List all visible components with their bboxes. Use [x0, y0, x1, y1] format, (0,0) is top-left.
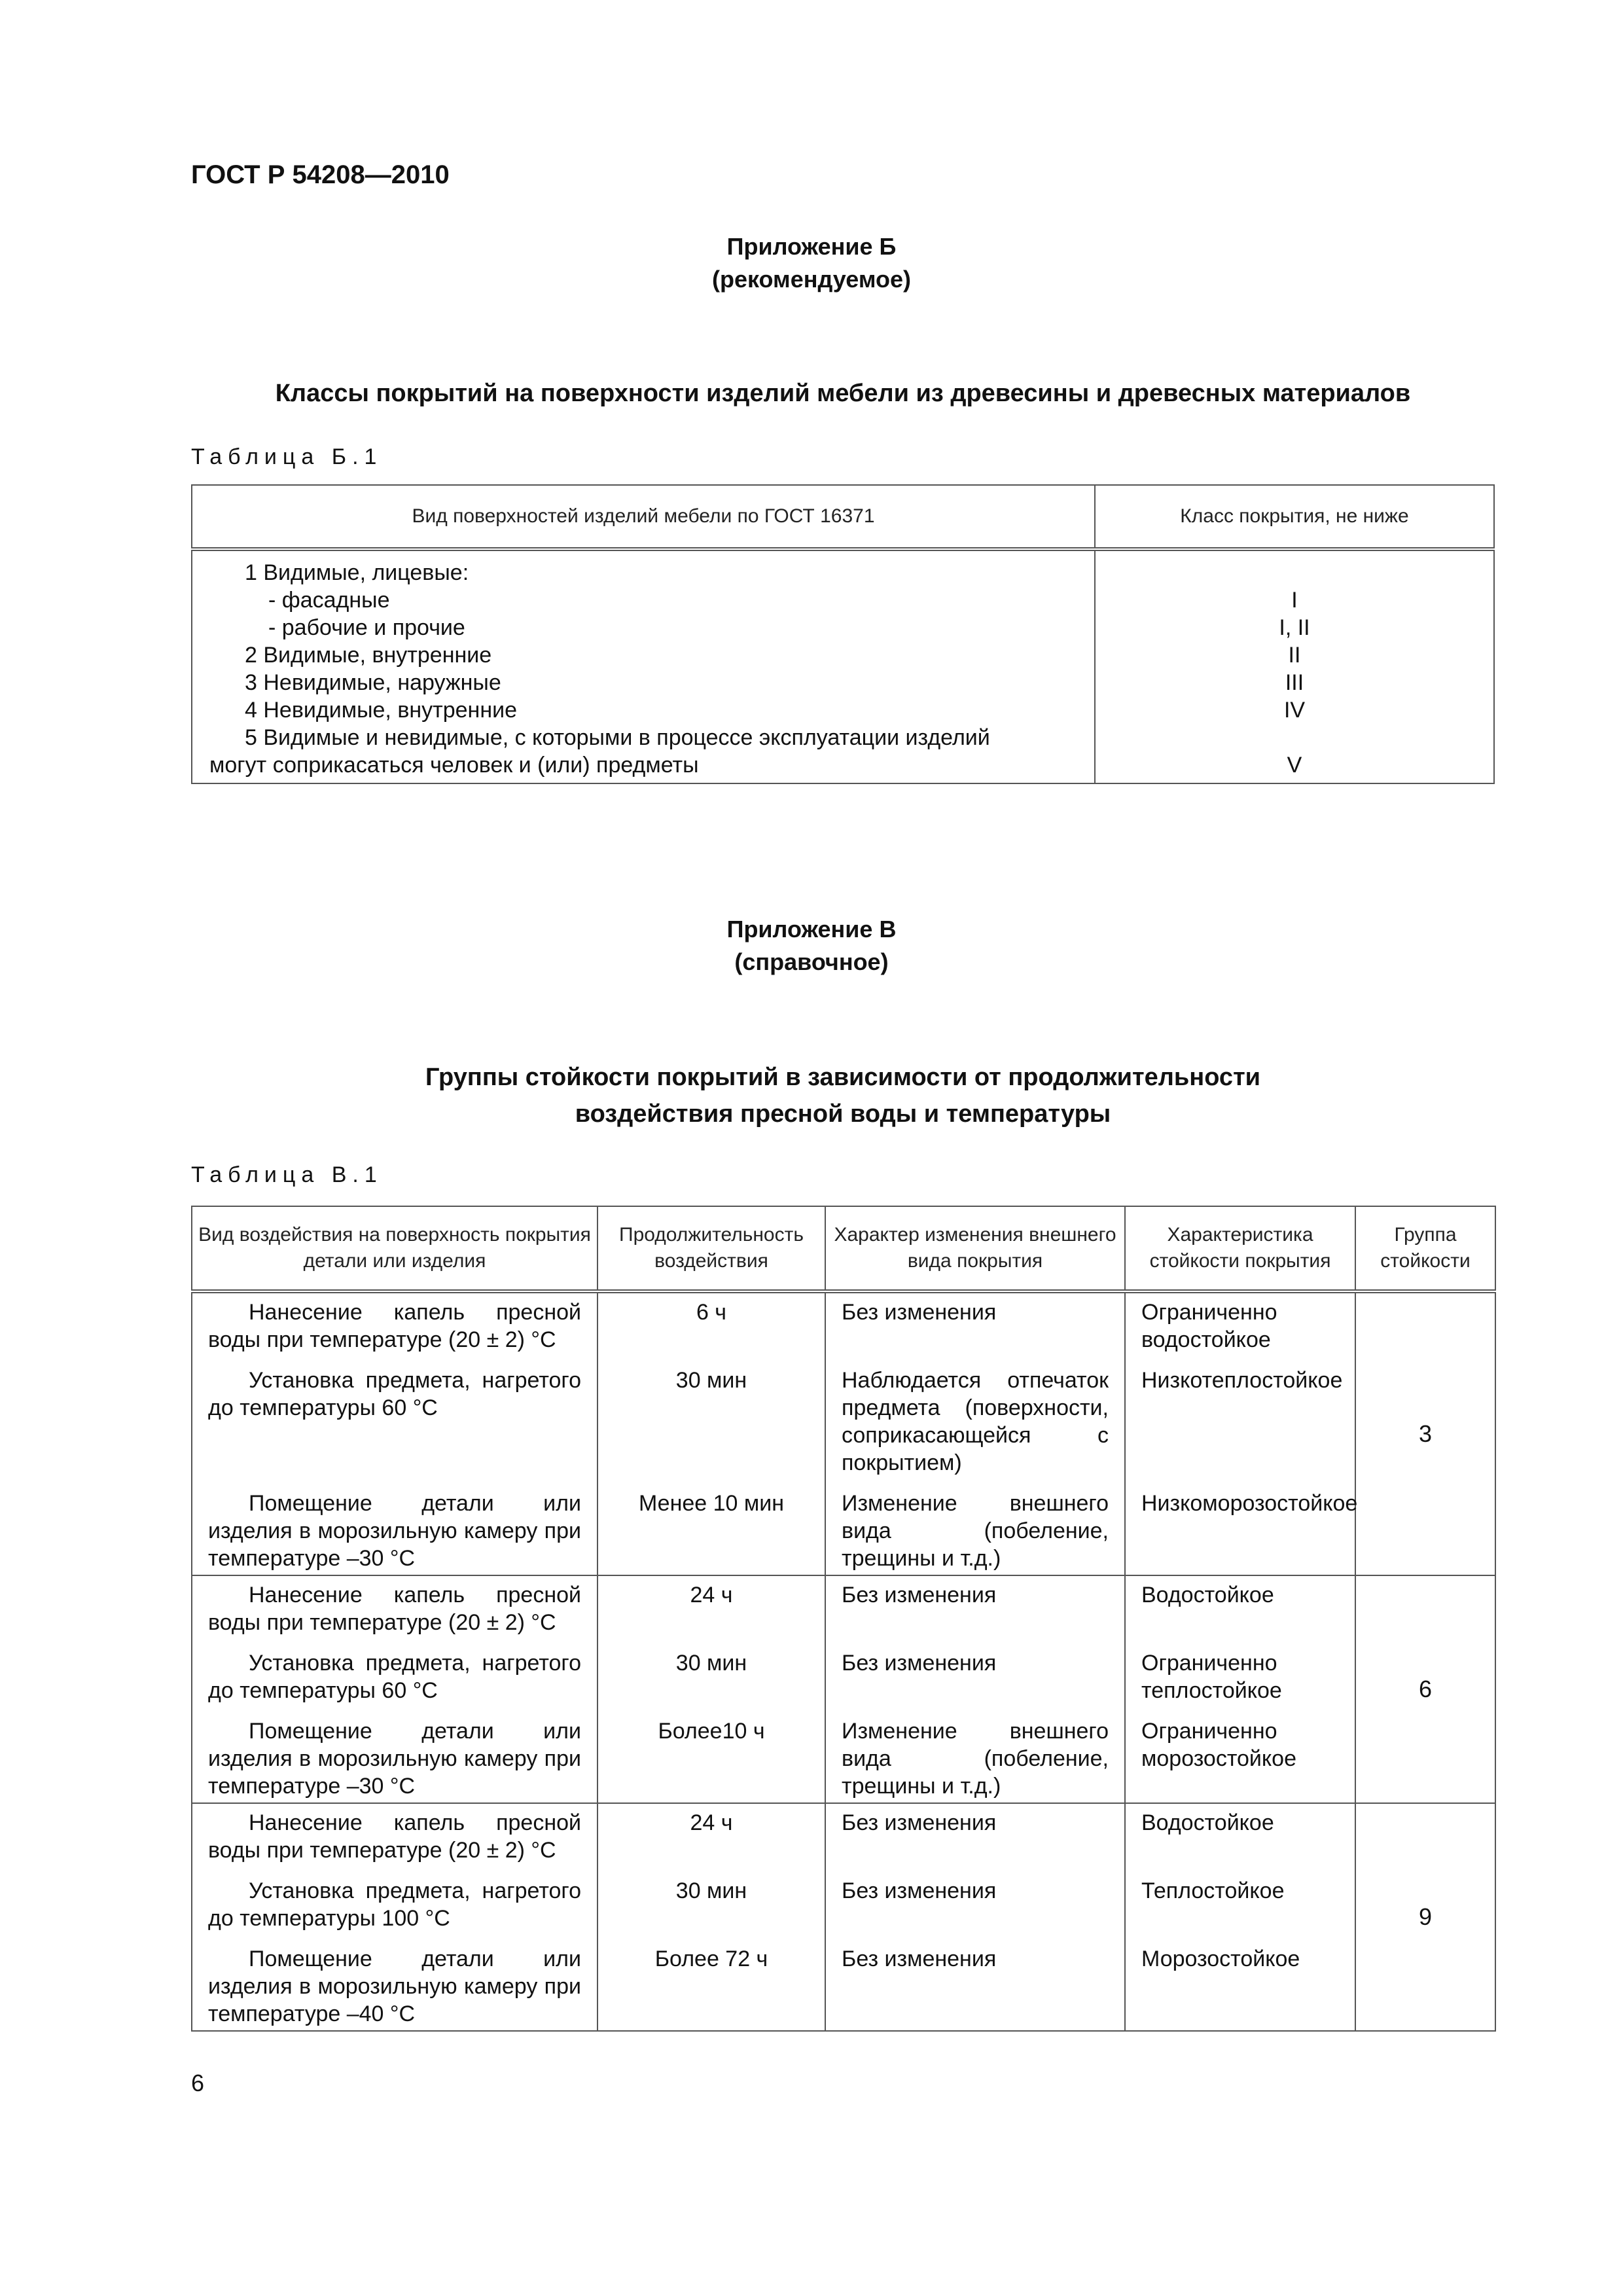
- table-b1-row-2: - фасадные: [268, 588, 390, 613]
- changes-cell: [825, 1803, 1125, 2031]
- effect-item: Нанесение капель пресной воды при температуре (20 ± 2) °С: [208, 1300, 581, 1352]
- resistance-item: Водостойкое: [1141, 1810, 1274, 1835]
- resistance-item: Морозостойкое: [1141, 1946, 1300, 1971]
- table-b1-class-6: IV: [1283, 698, 1306, 723]
- resistance-cell: [1125, 1803, 1355, 2031]
- appendix-v-title: [191, 1059, 1495, 1132]
- appendix-v-name: Приложение В: [726, 916, 897, 942]
- document-code: ГОСТ Р 54208—2010: [191, 160, 450, 189]
- durations-cell: [597, 1575, 825, 1803]
- table-b1-col-surface: Вид поверхностей изделий мебели по ГОСТ 16371: [192, 485, 1095, 549]
- table-b1-body-row: [192, 549, 1494, 783]
- resistance-group-cell: 6: [1355, 1575, 1495, 1803]
- table-b1-row-8: могут соприкасаться человек и (или) предметы: [209, 753, 699, 778]
- table-b1-row-6: 4 Невидимые, внутренние: [245, 698, 518, 723]
- resistance-item: Теплостойкое: [1141, 1878, 1285, 1903]
- appendix-v-title-line1: Группы стойкости покрытий в зависимости от продолжительности: [425, 1064, 1261, 1091]
- table-b1-header-row: [192, 485, 1494, 549]
- resistance-item: Низкотеплостойкое: [1141, 1368, 1343, 1393]
- table-v1-col-duration: Продолжительность воздействия: [597, 1206, 825, 1291]
- effect-item: Нанесение капель пресной воды при температуре (20 ± 2) °С: [208, 1583, 581, 1635]
- durations-cell: [597, 1803, 825, 2031]
- page-number: 6: [191, 2070, 205, 2096]
- appendix-v-heading: [0, 913, 1623, 978]
- table-b1-label: Таблица Б.1: [191, 444, 383, 469]
- resistance-cell: [1125, 1291, 1358, 1575]
- effects-cell: [192, 1803, 597, 2031]
- table-b1-class-4: II: [1288, 643, 1301, 668]
- table-v1-col-group: Группа стойкости: [1355, 1206, 1495, 1291]
- resistance-group-cell: 3: [1355, 1291, 1495, 1575]
- duration-item: 30 мин: [675, 1878, 747, 1903]
- effect-item: Помещение детали или изделия в морозильную камеру при температуре –40 °С: [208, 1946, 581, 2026]
- change-item: Без изменения: [842, 1878, 997, 1903]
- table-b1-class-cell: [1095, 549, 1494, 783]
- table-v1-group-row: [192, 1803, 1495, 2031]
- duration-item: Более10 ч: [658, 1719, 765, 1744]
- appendix-b-title: Классы покрытий на поверхности изделий мебели из древесины и древесных материалов: [275, 380, 1411, 407]
- effects-cell: [192, 1291, 597, 1575]
- duration-item: 30 мин: [675, 1368, 747, 1393]
- effect-item: Установка предмета, нагретого до температуры 60 °С: [208, 1368, 581, 1420]
- change-item: Без изменения: [842, 1946, 997, 1971]
- duration-item: Более 72 ч: [654, 1946, 768, 1971]
- change-item: Изменение внешнего вида (побеление, трещины и т.д.): [842, 1719, 1109, 1799]
- table-b1-class-8: V: [1287, 753, 1302, 778]
- table-v1-group-row: [192, 1575, 1495, 1803]
- resistance-cell: [1125, 1575, 1355, 1803]
- table-b1-surface-cell: [192, 549, 1095, 783]
- resistance-item: Водостойкое: [1141, 1583, 1274, 1607]
- table-b1-row-3: - рабочие и прочие: [268, 615, 465, 640]
- appendix-v-title-line2: воздействия пресной воды и температуры: [575, 1100, 1111, 1128]
- effect-item: Помещение детали или изделия в морозильную камеру при температуре –30 °С: [208, 1491, 581, 1571]
- table-v1: [191, 1206, 1496, 2032]
- table-b1-row-5: 3 Невидимые, наружные: [245, 670, 501, 695]
- table-b1-row-4: 2 Видимые, внутренние: [245, 643, 492, 668]
- duration-item: 6 ч: [696, 1300, 727, 1325]
- table-v1-col-resistance: Характеристика стойкости покрытия: [1125, 1206, 1355, 1291]
- appendix-v-status: (справочное): [734, 948, 889, 975]
- change-item: Без изменения: [842, 1651, 997, 1676]
- resistance-item: Ограниченно водостойкое: [1141, 1300, 1277, 1352]
- table-v1-header-row: [192, 1206, 1495, 1291]
- table-v1-group-row: [192, 1291, 1495, 1575]
- duration-item: 24 ч: [690, 1583, 733, 1607]
- table-b1: [191, 484, 1495, 784]
- changes-cell: [825, 1291, 1125, 1575]
- resistance-group-cell: 9: [1355, 1803, 1495, 2031]
- change-item: Наблюдается отпечаток предмета (поверхности, соприкасающейся с покрытием): [842, 1368, 1109, 1475]
- table-b1-col-class: Класс покрытия, не ниже: [1095, 485, 1494, 549]
- table-b1-class-7: [1096, 724, 1493, 751]
- effects-cell: [192, 1575, 597, 1803]
- change-item: Без изменения: [842, 1583, 997, 1607]
- effect-item: Установка предмета, нагретого до температуры 60 °С: [208, 1651, 581, 1703]
- table-b1-class-2: I: [1291, 588, 1298, 613]
- table-b1-row-1: 1 Видимые, лицевые:: [245, 560, 469, 585]
- table-v1-label: Таблица В.1: [191, 1162, 383, 1187]
- table-b1-row-7: 5 Видимые и невидимые, с которыми в процессе эксплуатации изделий: [245, 725, 990, 750]
- change-item: Без изменения: [842, 1810, 997, 1835]
- change-item: Без изменения: [842, 1300, 997, 1325]
- table-v1-col-change: Характер изменения внешнего вида покрытия: [825, 1206, 1125, 1291]
- durations-cell: [597, 1291, 825, 1575]
- change-item: Изменение внешнего вида (побеление, трещины и т.д.): [842, 1491, 1109, 1571]
- appendix-b-name: Приложение Б: [726, 233, 897, 260]
- table-v1-col-effect: Вид воздействия на поверхность покрытия детали или изделия: [192, 1206, 597, 1291]
- resistance-item: Ограниченно морозостойкое: [1141, 1719, 1297, 1771]
- resistance-item: Низкоморозостойкое: [1141, 1491, 1358, 1516]
- duration-item: 24 ч: [690, 1810, 733, 1835]
- effect-item: Установка предмета, нагретого до температуры 100 °С: [208, 1878, 581, 1931]
- effect-item: Нанесение капель пресной воды при температуре (20 ± 2) °С: [208, 1810, 581, 1863]
- table-b1-class-1: [1096, 559, 1493, 586]
- changes-cell: [825, 1575, 1125, 1803]
- duration-item: 30 мин: [675, 1651, 747, 1676]
- appendix-b-status: (рекомендуемое): [712, 266, 911, 293]
- effect-item: Помещение детали или изделия в морозильную камеру при температуре –30 °С: [208, 1719, 581, 1799]
- table-b1-class-3: I, II: [1279, 615, 1310, 640]
- table-b1-class-5: III: [1285, 670, 1304, 695]
- duration-item: Менее 10 мин: [638, 1491, 785, 1516]
- appendix-b-heading: [0, 230, 1623, 296]
- resistance-item: Ограниченно теплостойкое: [1141, 1651, 1282, 1703]
